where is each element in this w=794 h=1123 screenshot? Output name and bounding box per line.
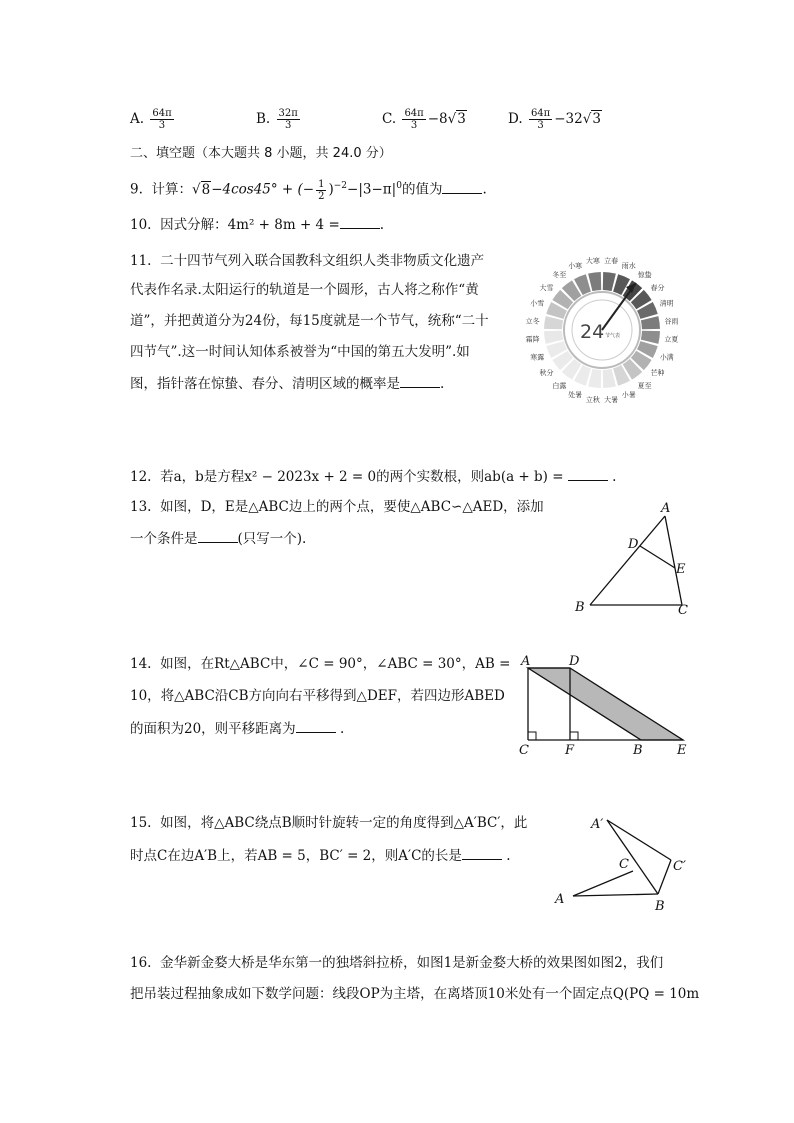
dial-segment [544, 331, 563, 344]
option-a: A. $\frac{64\pi}{3}$ [130, 108, 172, 131]
dial-term-label: 小寒 [568, 261, 583, 270]
question-14-line-3: 的面积为20，则平移距离为 . [130, 718, 344, 739]
dial-segment [588, 272, 601, 291]
dial-segment [641, 331, 660, 344]
dial-term-label: 秋分 [539, 369, 554, 378]
side-ac [665, 516, 682, 605]
answer-blank[interactable] [400, 373, 440, 388]
question-13-line-2: 一个条件是 (只写一个). [130, 528, 306, 549]
dial-term-label: 大暑 [604, 395, 619, 404]
dial-term-label: 立夏 [664, 335, 679, 344]
dial-term-label: 谷雨 [664, 317, 679, 326]
dial-term-label: 寒露 [530, 353, 545, 362]
question-10: 10. 因式分解：4m² + 8m + 4 = . [130, 214, 384, 235]
dial-term-label: 小雪 [530, 299, 545, 308]
rotation-figure-15 [545, 808, 695, 916]
dial-term-label: 立秋 [585, 395, 600, 404]
side-ab [573, 894, 658, 896]
question-16-line-2: 把吊装过程抽象成如下数学问题：线段OP为主塔，在离塔顶10米处有一个固定点Q(PQ = 10m [130, 986, 700, 1002]
label-d: D [569, 654, 580, 669]
dial-term-label: 夏至 [637, 382, 652, 390]
dial-term-label: 雨水 [621, 261, 636, 270]
answer-blank[interactable] [442, 179, 482, 194]
right-angle-f-icon [570, 732, 578, 740]
question-15-line-2: 时点C在边A′B上，若AB = 5，BC′ = 2，则A′C的长是 . [130, 845, 511, 866]
side-c1b [658, 860, 671, 894]
question-11-line-4: 四节气”.这一时间认知体系被誉为“中国的第五大发明”.如 [130, 344, 470, 360]
dial-term-label: 冬至 [552, 271, 567, 279]
label-c: C [619, 857, 629, 872]
answer-blank[interactable] [462, 845, 502, 860]
label-f: F [565, 743, 575, 758]
question-13-line-1: 13. 如图，D，E是△ABC边上的两个点，要使△ABC∽△AED，添加 [130, 499, 544, 515]
dial-segment [641, 316, 660, 329]
dial-segment [603, 369, 616, 388]
label-b: B [655, 899, 665, 914]
label-d: D [628, 537, 639, 552]
option-c: C. $\frac{64\pi}{3}$ −8√3 [382, 108, 466, 131]
label-c: C [678, 603, 688, 618]
question-16-line-1: 16. 金华新金婺大桥是华东第一的独塔斜拉桥，如图1是新金婺大桥的效果图如图2，我们 [130, 955, 664, 971]
dial-term-label: 大雪 [539, 283, 554, 292]
label-c-prime: C′ [673, 859, 686, 874]
dial-term-label: 惊蛰 [637, 271, 652, 279]
question-11-line-5: 图，指针落在惊蛰、春分、清明区域的概率是 . [130, 373, 444, 394]
label-a-prime: A′ [591, 817, 604, 832]
fraction: $\frac{64\pi}{3}$ [404, 108, 424, 131]
dial-term-label: 小满 [659, 353, 674, 362]
side-a1c1 [607, 820, 671, 860]
label-b: B [633, 743, 643, 758]
fraction: $\frac{32\pi}{3}$ [278, 108, 298, 131]
option-b: B. $\frac{32\pi}{3}$ [256, 108, 298, 131]
label-a: A [555, 892, 565, 907]
question-14-line-1: 14. 如图，在Rt△ABC中，∠C = 90°，∠ABC = 30°，AB = [130, 656, 511, 672]
fraction: $\frac{64\pi}{3}$ [152, 108, 172, 131]
answer-blank[interactable] [296, 718, 336, 733]
label-a: A [521, 654, 531, 669]
triangle-figure-13 [570, 498, 700, 620]
question-11-line-2: 代表作名录.太阳运行的轨道是一个圆形，古人将之称作“黄 [130, 282, 479, 298]
fraction: $\frac{64\pi}{3}$ [530, 108, 551, 131]
question-12: 12. 若a，b是方程x² − 2023x + 2 = 0的两个实数根，则ab(a + b) = . [130, 466, 616, 487]
dial-term-label: 处暑 [568, 391, 583, 400]
dial-term-label: 立冬 [525, 317, 540, 326]
dial-center-caption: 节气表 [605, 333, 621, 339]
parallelogram-abed [528, 668, 683, 740]
label-e: E [677, 743, 687, 758]
label-b: B [575, 600, 585, 615]
side-ac [573, 871, 633, 896]
question-11-line-3: 道”，并把黄道分为24份，每15度就是一个节气，统称“二十 [130, 313, 489, 329]
dial-term-label: 大寒 [585, 257, 600, 266]
dial-center-number: 24 [580, 321, 605, 343]
option-d: D. $\frac{64\pi}{3}$ −32√3 [508, 108, 601, 131]
dial-term-label: 小暑 [621, 391, 636, 400]
dial-term-label: 芒种 [650, 369, 665, 378]
dial-segment [603, 272, 616, 291]
question-14-line-2: 10，将△ABC沿CB方向向右平移得到△DEF，若四边形ABED [130, 688, 505, 704]
label-c: C [519, 743, 529, 758]
side-a1b [607, 820, 658, 894]
answer-blank[interactable] [340, 214, 380, 229]
question-9: 9. 计算：√8−4cos45° + (− $\frac{1}{2}$ )$^{-2}-|3-\pi|^0$的值为 . [130, 178, 487, 202]
solar-terms-dial [512, 245, 692, 415]
dial-term-label: 春分 [650, 283, 665, 292]
dial-term-label: 白露 [552, 382, 567, 390]
dial-segment [544, 316, 563, 329]
dial-term-label: 霜降 [525, 335, 540, 344]
right-angle-c-icon [528, 732, 536, 740]
segment-de [640, 546, 675, 568]
question-15-line-1: 15. 如图，将△ABC绕点B顺时针旋转一定的角度得到△A′BC′，此 [130, 815, 528, 831]
label-e: E [676, 562, 686, 577]
answer-blank[interactable] [568, 466, 608, 481]
dial-segment [588, 369, 601, 388]
answer-blank[interactable] [198, 528, 238, 543]
side-ab [590, 516, 665, 605]
translation-figure-14 [515, 652, 695, 758]
question-11-line-1: 11. 二十四节气列入联合国教科文组织人类非物质文化遗产 [130, 253, 485, 269]
label-a: A [661, 501, 671, 516]
dial-term-label: 清明 [659, 299, 674, 308]
dial-term-label: 立春 [604, 257, 619, 266]
section-heading: 二、填空题（本大题共 8 小题，共 24.0 分） [130, 146, 392, 161]
